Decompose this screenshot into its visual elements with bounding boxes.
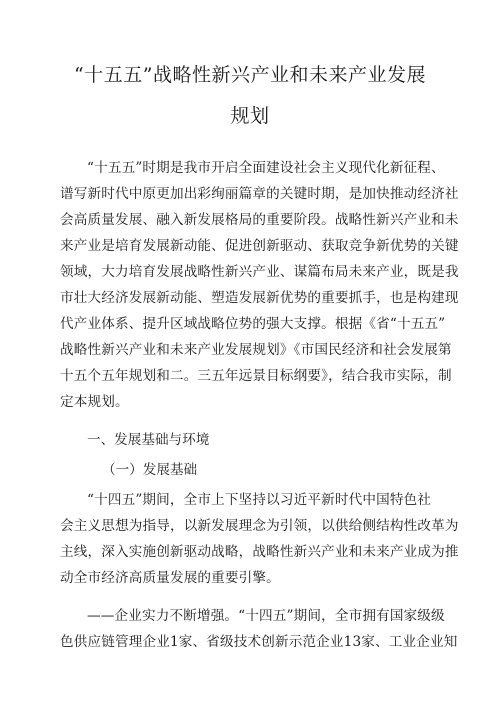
para2-line: 动全市经济高质量发展的重要引擎。 [60, 570, 280, 586]
intro-line: “十五五”时期是我市开启全面建设社会主义现代化新征程、 [87, 160, 445, 176]
para3-line: ——企业实力不断增强。“十四五”期间，全市拥有国家级级 [87, 608, 445, 624]
intro-line: 来产业是培育发展新动能、促进创新驱动、获取竞争新优势的关键 [60, 238, 459, 254]
intro-line: 定本规划。 [60, 394, 129, 410]
para2-line: 会主义思想为指导，以新发展理念为引领，以供给侧结构性改革为 [60, 518, 459, 534]
document-title-line1: “十五五”战略性新兴产业和未来产业发展 [74, 64, 426, 86]
intro-line: 会高质量发展、融入新发展格局的重要阶段。战略性新兴产业和未 [60, 212, 459, 228]
intro-line: 十五个五年规划和二。三五年远景目标纲要》，结合我市实际，制 [60, 368, 452, 384]
subsection-heading: （一）发展基础 [102, 462, 198, 478]
section-heading: 一、发展基础与环境 [87, 432, 210, 448]
intro-line: 领域，大力培育发展战略性新兴产业、谋篇布局未来产业，既是我 [60, 264, 459, 280]
document-title-line2: 规划 [230, 105, 270, 127]
intro-line: 代产业体系、提升区域战略位势的强大支撑。根据《省“十五五” [60, 316, 446, 332]
para3-line: 色供应链管理企业1家、省级技术创新示范企业13家、工业企业知 [60, 634, 458, 650]
intro-line: 谱写新时代中原更加出彩绚丽篇章的关键时期，是加快推动经济社 [60, 186, 459, 202]
intro-line: 市壮大经济发展新动能、塑造发展新优势的重要抓手，也是构建现 [60, 290, 459, 306]
para2-line: “十四五”期间，全市上下坚持以习近平新时代中国特色社 [87, 492, 432, 508]
para2-line: 主线，深入实施创新驱动战略，战略性新兴产业和未来产业成为推 [60, 544, 459, 560]
intro-line: 战略性新兴产业和未来产业发展规划》《市国民经济和社会发展第 [60, 342, 452, 358]
